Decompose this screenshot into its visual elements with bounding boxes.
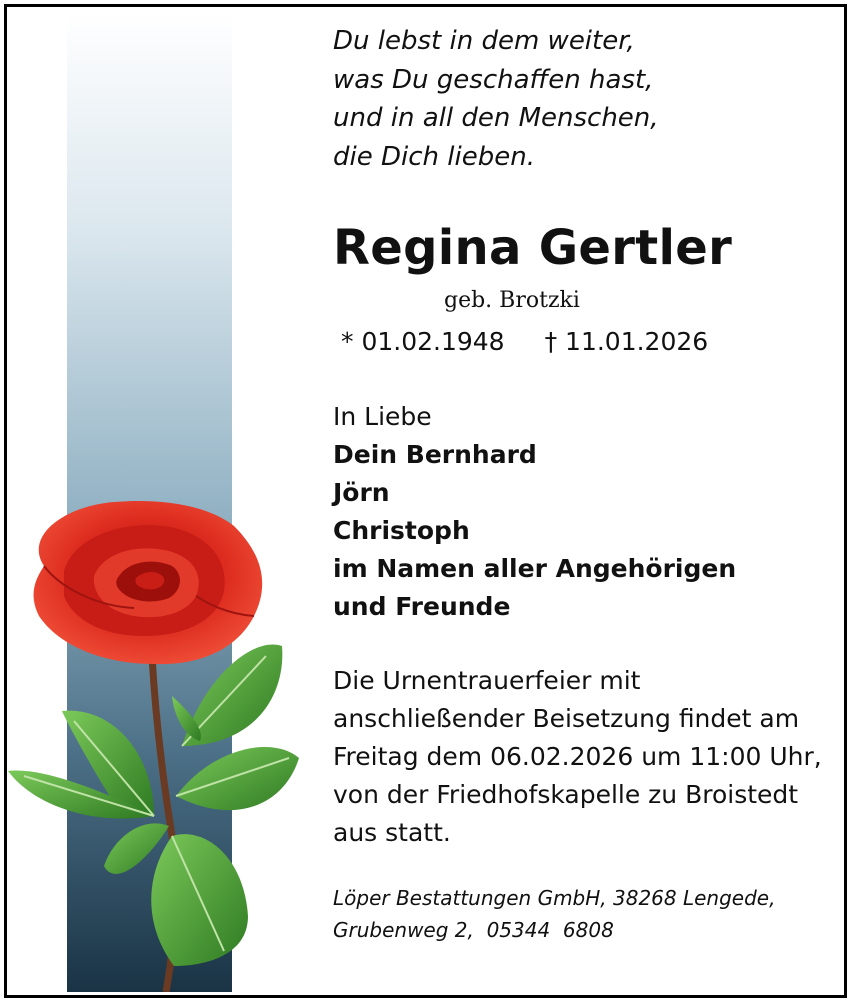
mourner-name: Christoph <box>333 516 470 545</box>
life-dates <box>341 325 708 359</box>
memorial-verse <box>333 22 659 176</box>
mourner-name: Jörn <box>333 478 390 507</box>
birth-date: * 01.02.1948 <box>341 327 505 356</box>
mourner-name: im Namen aller Angehörigen <box>333 554 737 583</box>
verse-line: was Du geschaffen hast, <box>333 64 654 95</box>
maiden-name: geb. Brotzki <box>444 288 580 313</box>
undertaker-line: Löper Bestattungen GmbH, 38268 Lengede, <box>333 886 776 910</box>
mourner-name: und Freunde <box>333 592 511 621</box>
mourners-intro: In Liebe <box>333 402 432 431</box>
undertaker-info <box>333 882 775 946</box>
rose-icon <box>4 496 304 992</box>
notice-line: anschließender Beisetzung findet am <box>333 704 800 733</box>
deceased-name: Regina Gertler <box>333 220 733 276</box>
mourners-list <box>333 436 736 626</box>
verse-line: und in all den Menschen, <box>333 103 659 133</box>
undertaker-line: Grubenweg 2, 05344 6808 <box>333 918 614 942</box>
verse-line: Du lebst in dem weiter, <box>333 26 635 56</box>
mourner-name: Dein Bernhard <box>333 440 537 469</box>
verse-line: die Dich lieben. <box>333 141 535 172</box>
death-date: † 11.01.2026 <box>544 327 709 356</box>
notice-line: von der Friedhofskapelle zu Broistedt <box>333 780 799 809</box>
service-notice <box>333 662 822 852</box>
notice-line: Die Urnentrauerfeier mit <box>333 666 641 695</box>
notice-line: Freitag dem 06.02.2026 um 11:00 Uhr, <box>333 742 822 771</box>
notice-line: aus statt. <box>333 818 451 847</box>
